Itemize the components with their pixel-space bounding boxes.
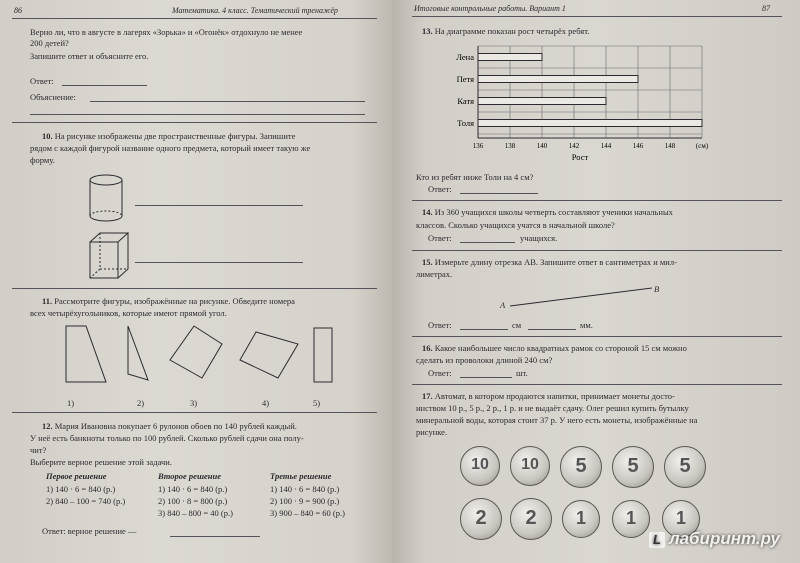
tick-label: 146 xyxy=(632,142,644,150)
coin-1: 1 xyxy=(562,500,600,538)
solution-1-line: 2) 840 – 100 = 740 (р.) xyxy=(46,496,126,506)
solution-2-line: 2) 100 · 8 = 800 (р.) xyxy=(158,496,228,506)
page-number: 87 xyxy=(762,4,770,13)
q15-mm-blank[interactable] xyxy=(528,329,576,330)
running-header: Математика. 4 класс. Тематический тренажёр xyxy=(172,6,338,15)
point-b-label: B xyxy=(654,284,660,294)
q9-instruction: Запишите ответ и объясните его. xyxy=(30,51,149,61)
quadrilaterals-figure xyxy=(60,322,350,390)
q14-answer-label: Ответ: xyxy=(428,233,452,243)
q16-answer-suffix: шт. xyxy=(516,368,528,378)
cylinder-figure xyxy=(86,172,126,224)
solution-2-line: 1) 140 · 6 = 840 (р.) xyxy=(158,484,228,494)
q15-text-line: лиметрах. xyxy=(416,269,453,279)
bar-2 xyxy=(478,76,638,83)
category-label: Катя xyxy=(457,96,474,106)
solution-3-line: 1) 140 · 6 = 840 (р.) xyxy=(270,484,340,494)
coin-10: 10 xyxy=(460,446,500,486)
solution-2-line: 3) 840 – 800 = 40 (р.) xyxy=(158,508,233,518)
q16-text-line: Какое наибольшее число квадратных рамок со стороной 15 см можно xyxy=(434,343,687,353)
q11-text-line: всех четырёхугольников, которые имеют прямой угол. xyxy=(30,308,227,318)
q10-text-line: На рисунке изображены две пространственные фигуры. Запишите xyxy=(54,131,296,141)
x-axis-label: Рост xyxy=(571,152,589,162)
coin-2: 2 xyxy=(460,498,502,540)
tick-label: 140 xyxy=(536,142,548,150)
q17-text-line: минеральной воды, которая стоит 37 р. У него есть монеты, изображённые на xyxy=(416,415,698,425)
q12-number: 12. xyxy=(42,421,53,431)
q13-question: Кто из ребят ниже Толи на 4 см? xyxy=(416,172,534,182)
q15-number: 15. xyxy=(422,257,433,267)
watermark: L лабиринт.ру xyxy=(649,529,780,549)
bar-3 xyxy=(478,98,606,105)
page-number: 86 xyxy=(14,6,22,15)
coin-5: 5 xyxy=(664,446,706,488)
q16-answer-label: Ответ: xyxy=(428,368,452,378)
solution-1-title: Первое решение xyxy=(46,471,107,481)
category-label: Лена xyxy=(456,52,474,62)
labirint-logo-icon: L xyxy=(649,532,665,548)
q12-answer-blank[interactable] xyxy=(170,536,260,537)
point-a-label: A xyxy=(500,300,506,310)
q17-text-line: Автомат, в котором продаются напитки, принимает монеты досто- xyxy=(434,391,675,401)
tick-label: 136 xyxy=(472,142,484,150)
q12-text-line: Мария Ивановна покупает 6 рулонов обоев по 140 рублей каждый. xyxy=(54,421,297,431)
q17-text-line: рисунке. xyxy=(416,427,448,437)
q10-text-line: рядом с каждой фигурой название одного предмета, который имеет такую же xyxy=(30,143,311,153)
q9-explanation-label: Объяснение: xyxy=(30,92,76,102)
section-divider xyxy=(412,200,782,201)
cylinder-answer-blank[interactable] xyxy=(135,205,303,206)
q16-number: 16. xyxy=(422,343,433,353)
q9-text-line: 200 детей? xyxy=(30,38,69,48)
right-page xyxy=(392,0,800,563)
tick-label: 142 xyxy=(568,142,580,150)
figure-label-1[interactable]: 1) xyxy=(67,398,75,408)
q11-number: 11. xyxy=(42,296,53,306)
cube-answer-blank[interactable] xyxy=(135,262,303,263)
section-divider xyxy=(12,122,377,123)
figure-label-5[interactable]: 5) xyxy=(313,398,321,408)
left-page xyxy=(0,0,392,563)
q14-text-line: классов. Сколько учащихся учатся в начальной школе? xyxy=(416,220,615,230)
coin-5: 5 xyxy=(560,446,602,488)
q12-text-line: У неё есть банкноты только по 100 рублей. Сколько рублей сдачи она полу- xyxy=(30,433,304,443)
q13-answer-label: Ответ: xyxy=(428,184,452,194)
q15-text-line: Измерьте длину отрезка AB. Запишите ответ в сантиметрах и мил- xyxy=(434,257,677,267)
q9-text-line: Верно ли, что в августе в лагерях «Зорька» и «Огонёк» отдохнуло не менее xyxy=(30,27,303,37)
q14-answer-blank[interactable] xyxy=(460,242,515,243)
category-label: Толя xyxy=(457,118,474,128)
q13-number: 13. xyxy=(422,26,433,36)
section-divider xyxy=(12,412,377,413)
q10-text-line: форму. xyxy=(30,155,55,165)
tick-label: (см) xyxy=(695,142,709,150)
coin-10: 10 xyxy=(510,446,550,486)
q12-text-line: чит? xyxy=(30,445,47,455)
figure-label-4[interactable]: 4) xyxy=(262,398,270,408)
q17-text-line: инством 10 р., 5 р., 2 р., 1 р. и не выдаёт сдачу. Олег решил купить бутылку xyxy=(416,403,689,413)
q9-answer-label: Ответ: xyxy=(30,76,54,86)
q13-text: На диаграмме показан рост четырёх ребят. xyxy=(434,26,590,36)
q14-text-line: Из 360 учащихся школы четверть составляют ученики начальных xyxy=(434,207,673,217)
q10-number: 10. xyxy=(42,131,53,141)
solution-2-title: Второе решение xyxy=(158,471,222,481)
running-header: Итоговые контрольные работы. Вариант 1 xyxy=(414,4,566,13)
tick-label: 148 xyxy=(664,142,676,150)
figure-5-rectangle xyxy=(314,328,332,382)
height-bar-chart xyxy=(432,40,732,170)
q14-number: 14. xyxy=(422,207,433,217)
solution-1-line: 1) 140 · 6 = 840 (р.) xyxy=(46,484,116,494)
q16-text-line: сделать из проволоки длиной 240 см? xyxy=(416,355,553,365)
section-divider xyxy=(412,336,782,337)
section-divider xyxy=(412,384,782,385)
q17-number: 17. xyxy=(422,391,433,401)
tick-label: 138 xyxy=(504,142,516,150)
q9-answer-blank[interactable] xyxy=(62,85,147,86)
figure-1-trapezoid xyxy=(66,326,106,382)
header-rule xyxy=(12,18,377,19)
figure-2-triangle xyxy=(128,326,148,380)
q12-answer-label: Ответ: верное решение — xyxy=(42,526,137,536)
q15-cm-unit: см xyxy=(512,320,522,330)
q15-mm-unit: мм. xyxy=(580,320,593,330)
section-divider xyxy=(412,250,782,251)
header-rule xyxy=(412,16,782,17)
q15-cm-blank[interactable] xyxy=(460,329,508,330)
q12-choose: Выберите верное решение этой задачи. xyxy=(30,457,172,467)
q9-explanation-blank[interactable] xyxy=(90,101,365,102)
category-label: Петя xyxy=(456,74,474,84)
figure-4-rhombus xyxy=(240,332,298,378)
figure-3-square xyxy=(170,326,222,378)
q9-explanation-blank[interactable] xyxy=(30,114,365,115)
solution-3-line: 3) 900 – 840 = 60 (р.) xyxy=(270,508,345,518)
segment-ab xyxy=(502,282,662,312)
figure-label-2[interactable]: 2) xyxy=(137,398,145,408)
tick-label: 144 xyxy=(600,142,612,150)
figure-label-3[interactable]: 3) xyxy=(190,398,198,408)
bar-4 xyxy=(478,120,702,127)
q11-text-line: Рассмотрите фигуры, изображённые на рисунке. Обведите номера xyxy=(54,296,295,306)
coin-2: 2 xyxy=(510,498,552,540)
q16-answer-blank[interactable] xyxy=(460,377,512,378)
section-divider xyxy=(12,288,377,289)
q14-answer-suffix: учащихся. xyxy=(520,233,558,243)
bar-1 xyxy=(478,54,542,61)
solution-3-line: 2) 100 · 9 = 900 (р.) xyxy=(270,496,340,506)
solution-3-title: Третье решение xyxy=(270,471,332,481)
coin-5: 5 xyxy=(612,446,654,488)
coin-1: 1 xyxy=(662,500,700,538)
q13-answer-blank[interactable] xyxy=(460,193,538,194)
coin-1: 1 xyxy=(612,500,650,538)
q15-answer-label: Ответ: xyxy=(428,320,452,330)
cube-figure xyxy=(86,230,132,282)
